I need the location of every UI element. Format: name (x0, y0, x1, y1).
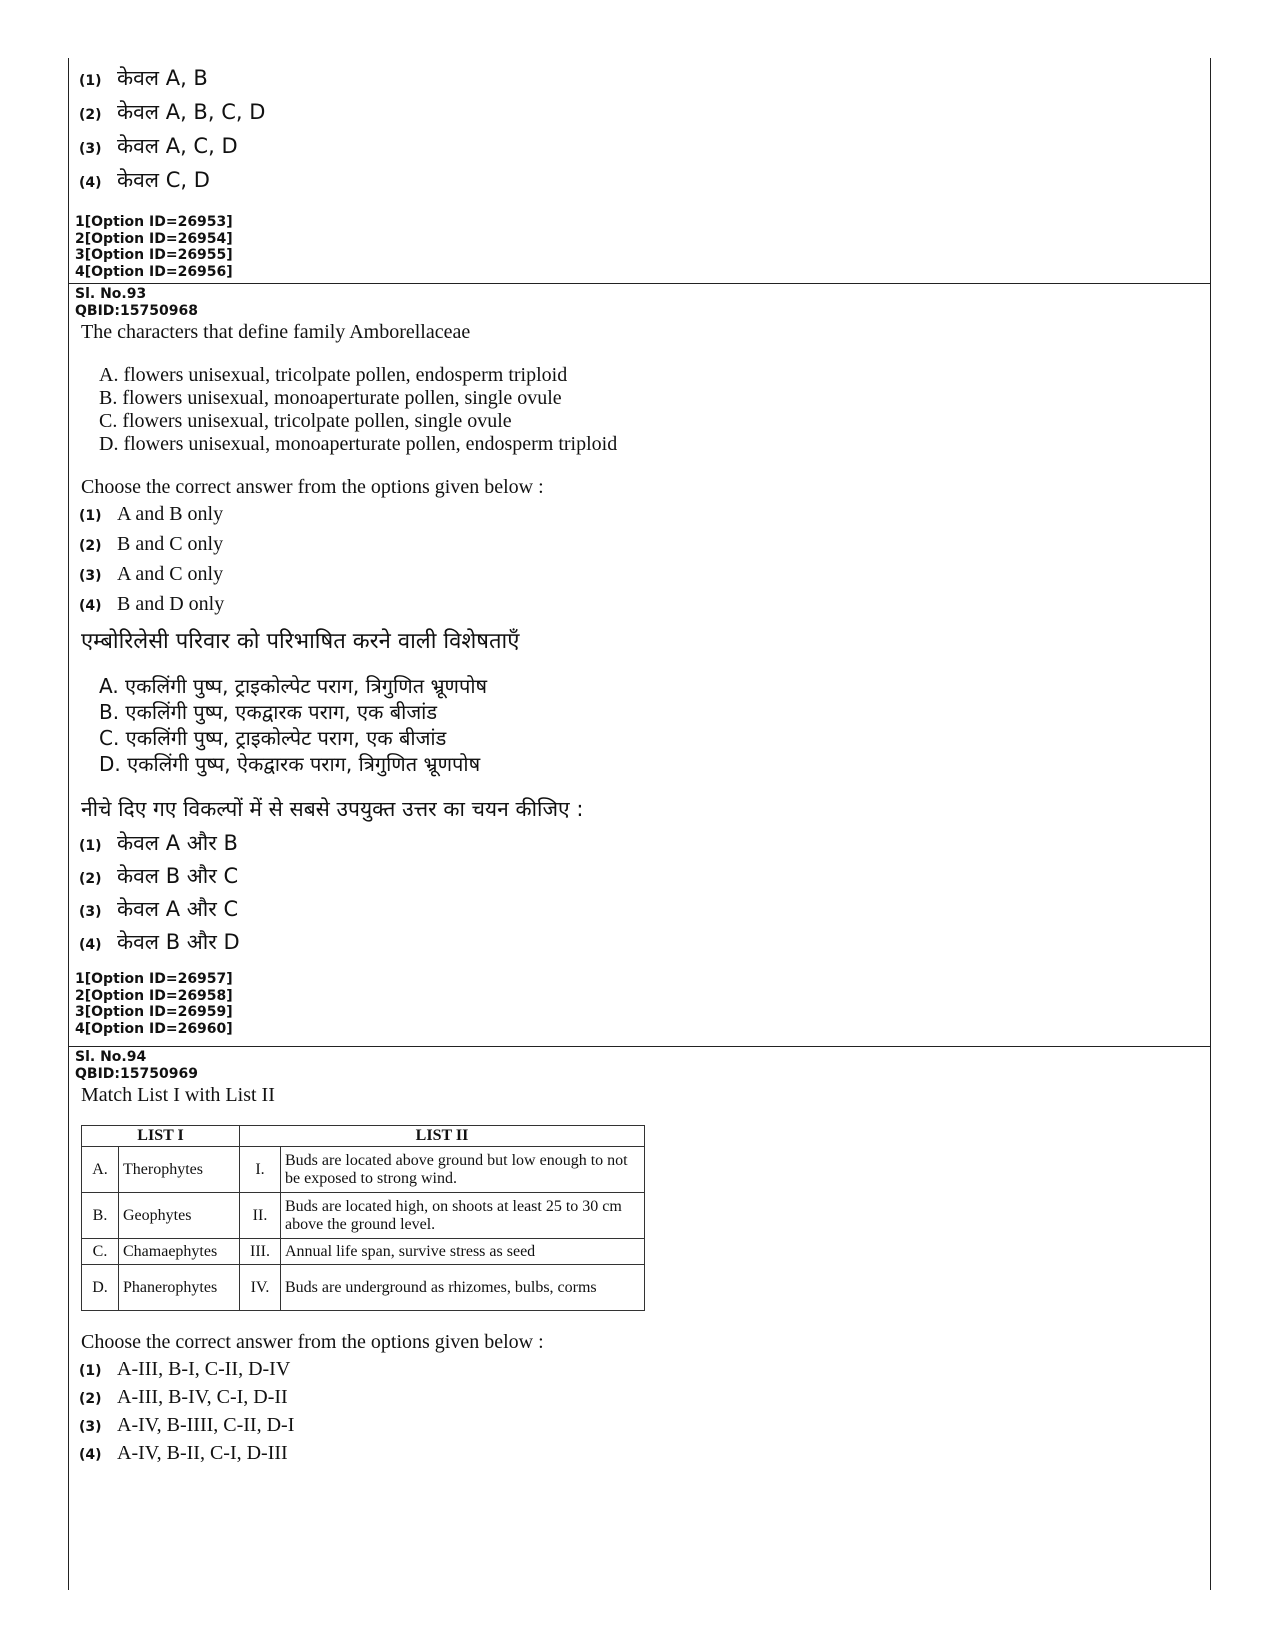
statement-item: C. एकलिंगी पुष्प, ट्राइकोल्पेट पराग, एक बीजांड (99, 726, 447, 750)
option-text: A and B only (117, 503, 224, 525)
option-3 (79, 1414, 1210, 1442)
table-row (82, 1239, 645, 1265)
option-number: (2) (79, 538, 102, 554)
row-letter: D. (82, 1265, 119, 1311)
question-bank-id: QBID:15750968 (75, 302, 198, 319)
statement-list (99, 364, 1210, 456)
row-numeral: II. (240, 1193, 281, 1239)
option-number: (4) (79, 1447, 102, 1463)
option-id-list (75, 214, 1210, 280)
row-numeral: I. (240, 1147, 281, 1193)
option-text: केवल A और B (117, 831, 238, 855)
option-4 (79, 1442, 1210, 1470)
row-numeral: IV. (240, 1265, 281, 1311)
statement-item: D. flowers unisexual, monoaperturate pollen, endosperm triploid (99, 433, 618, 455)
option-text: A-IV, B-IIII, C-II, D-I (117, 1414, 295, 1436)
option-number: (2) (79, 871, 102, 887)
table-row (82, 1193, 645, 1239)
choose-instruction-hindi: नीचे दिए गए विकल्पों में से सबसे उपयुक्त उत्तर का चयन कीजिए : (81, 797, 584, 821)
statement-item: B. flowers unisexual, monoaperturate pollen, single ovule (99, 387, 562, 409)
list-1-item: Therophytes (119, 1147, 240, 1193)
option-text: A-III, B-I, C-II, D-IV (117, 1358, 291, 1380)
option-text: A-IV, B-II, C-I, D-III (117, 1442, 288, 1464)
option-text: केवल A, B, C, D (117, 100, 266, 124)
option-id: 2[Option ID=26958] (75, 987, 233, 1004)
option-3 (79, 563, 1210, 593)
question-92-tail (69, 58, 1210, 283)
list-1-header: LIST I (82, 1126, 240, 1147)
option-number: (3) (79, 568, 102, 584)
question-bank-id: QBID:15750969 (75, 1065, 198, 1082)
option-id: 1[Option ID=26953] (75, 214, 233, 230)
statement-item: A. एकलिंगी पुष्प, ट्राइकोल्पेट पराग, त्रिगुणित भ्रूणपोष (99, 674, 488, 698)
option-4 (79, 928, 1210, 961)
table-row (82, 1147, 645, 1193)
question-header (75, 1047, 1210, 1082)
list-2-item: Annual life span, survive stress as seed (281, 1239, 645, 1265)
option-number: (3) (79, 1419, 102, 1435)
option-number: (2) (79, 1391, 102, 1407)
option-number: (1) (79, 1363, 102, 1379)
option-text: केवल A और C (117, 897, 239, 921)
choose-instruction: Choose the correct answer from the options given below : (81, 476, 544, 498)
option-text: A and C only (117, 563, 224, 585)
list-1-item: Phanerophytes (119, 1265, 240, 1311)
table-row (82, 1265, 645, 1311)
match-table (81, 1125, 645, 1311)
list-2-item: Buds are underground as rhizomes, bulbs, corms (281, 1265, 645, 1311)
option-2 (79, 1386, 1210, 1414)
option-text: B and C only (117, 533, 224, 555)
statement-item: B. एकलिंगी पुष्प, एकद्वारक पराग, एक बीजांड (99, 700, 438, 724)
option-1 (79, 503, 1210, 533)
option-2 (79, 98, 1210, 132)
option-text: केवल A, B (117, 66, 208, 90)
option-2 (79, 862, 1210, 895)
option-text: केवल B और C (117, 864, 239, 888)
option-id: 4[Option ID=26960] (75, 1020, 233, 1037)
option-text: केवल B और D (117, 930, 240, 954)
option-number: (3) (79, 141, 102, 157)
option-text: केवल A, C, D (117, 134, 238, 158)
row-letter: C. (82, 1239, 119, 1265)
row-numeral: III. (240, 1239, 281, 1265)
option-id: 3[Option ID=26955] (75, 247, 233, 263)
option-id: 3[Option ID=26959] (75, 1004, 233, 1020)
question-stem-hindi: एम्बोरिलेसी परिवार को परिभाषित करने वाली विशेषताएँ (81, 629, 520, 654)
option-number: (1) (79, 838, 102, 854)
option-id: 2[Option ID=26954] (75, 230, 233, 247)
serial-number: Sl. No.93 (75, 286, 147, 302)
question-93 (69, 283, 1210, 1046)
option-number: (4) (79, 175, 102, 191)
option-id: 1[Option ID=26957] (75, 971, 233, 987)
option-4 (79, 593, 1210, 623)
option-2 (79, 533, 1210, 563)
list-1-item: Chamaephytes (119, 1239, 240, 1265)
list-2-item: Buds are located above ground but low enough to not be exposed to strong wind. (281, 1147, 645, 1193)
option-text: A-III, B-IV, C-I, D-II (117, 1386, 288, 1408)
option-number: (2) (79, 107, 102, 123)
option-3 (79, 895, 1210, 928)
option-text: B and D only (117, 593, 225, 615)
question-paper-page (68, 58, 1211, 1590)
option-number: (1) (79, 508, 102, 524)
option-1 (79, 829, 1210, 862)
list-1-item: Geophytes (119, 1193, 240, 1239)
option-number: (1) (79, 73, 102, 89)
statement-item: A. flowers unisexual, tricolpate pollen, endosperm triploid (99, 364, 568, 386)
question-94 (69, 1046, 1210, 1470)
question-stem: Match List I with List II (81, 1084, 275, 1106)
question-stem: The characters that define family Amborellaceae (81, 321, 471, 343)
option-number: (4) (79, 598, 102, 614)
question-header (75, 284, 1210, 319)
option-3 (79, 132, 1210, 166)
list-2-header: LIST II (240, 1126, 645, 1147)
list-2-item: Buds are located high, on shoots at least 25 to 30 cm above the ground level. (281, 1193, 645, 1239)
statement-list-hindi (99, 673, 1210, 777)
row-letter: A. (82, 1147, 119, 1193)
option-number: (4) (79, 937, 102, 953)
option-text: केवल C, D (117, 168, 210, 192)
statement-item: C. flowers unisexual, tricolpate pollen, single ovule (99, 410, 512, 432)
option-1 (79, 64, 1210, 98)
statement-item: D. एकलिंगी पुष्प, ऐकद्वारक पराग, त्रिगुणित भ्रूणपोष (99, 752, 481, 776)
option-id: 4[Option ID=26956] (75, 263, 233, 280)
option-id-list (75, 971, 1210, 1037)
option-1 (79, 1358, 1210, 1386)
option-number: (3) (79, 904, 102, 920)
choose-instruction: Choose the correct answer from the options given below : (81, 1331, 544, 1353)
option-4 (79, 166, 1210, 204)
row-letter: B. (82, 1193, 119, 1239)
serial-number: Sl. No.94 (75, 1049, 147, 1065)
